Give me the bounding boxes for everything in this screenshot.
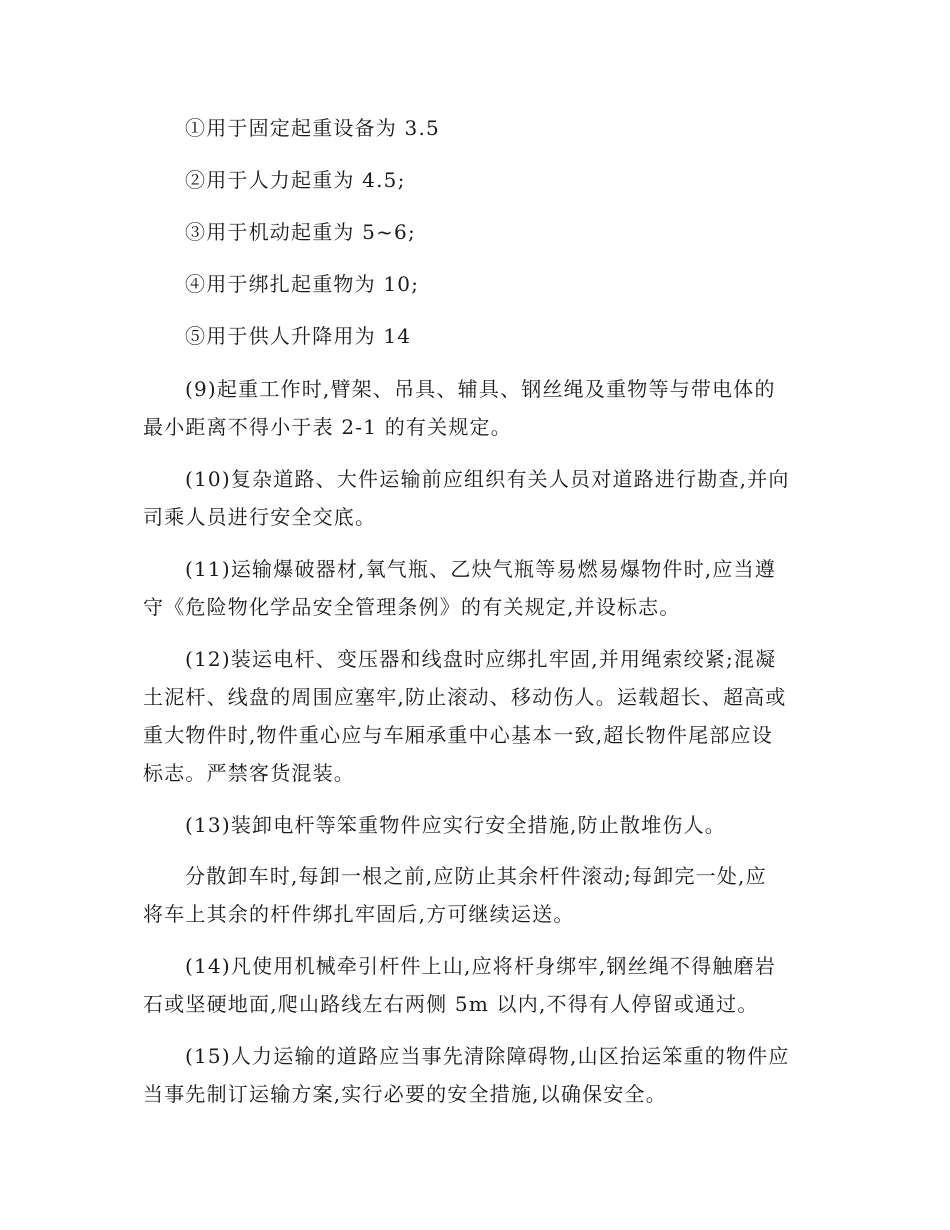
- list-item-5: ⑤用于供人升降用为 14: [185, 324, 412, 348]
- paragraph-line: (10)复杂道路、大件运输前应组织有关人员对道路进行勘查,并向: [185, 467, 790, 491]
- paragraph-line: 重大物件时,物件重心应与车厢承重中心基本一致,超长物件尾部应设: [143, 723, 773, 747]
- paragraph-line: (14)凡使用机械牵引杆件上山,应将杆身绑牢,钢丝绳不得触磨岩: [185, 954, 776, 978]
- paragraph-line: (11)运输爆破器材,氧气瓶、乙炔气瓶等易燃易爆物件时,应当遵: [185, 557, 776, 581]
- list-item-4: ④用于绑扎起重物为 10;: [185, 272, 420, 296]
- list-item-2: ②用于人力起重为 4.5;: [185, 168, 406, 192]
- list-item-1: ①用于固定起重设备为 3.5: [185, 116, 440, 140]
- paragraph-line: 将车上其余的杆件绑扎牢固后,方可继续运送。: [143, 902, 575, 926]
- paragraph-line: (15)人力运输的道路应当事先清除障碍物,山区抬运笨重的物件应: [185, 1044, 790, 1068]
- paragraph-line: 当事先制订运输方案,实行必要的安全措施,以确保安全。: [143, 1082, 667, 1106]
- paragraph-line: (12)装运电杆、变压器和线盘时应绑扎牢固,并用绳索绞紧;混凝: [185, 647, 777, 671]
- paragraph-line: 土泥杆、线盘的周围应塞牢,防止滚动、移动伤人。运载超长、超高或: [143, 685, 787, 709]
- paragraph-line: 最小距离不得小于表 2-1 的有关规定。: [143, 415, 512, 439]
- paragraph-line: 守《危险物化学品安全管理条例》的有关规定,并设标志。: [143, 595, 681, 619]
- paragraph-line: 石或坚硬地面,爬山路线左右两侧 5m 以内,不得有人停留或通过。: [143, 992, 759, 1016]
- paragraph-line: 司乘人员进行安全交底。: [143, 505, 377, 529]
- paragraph-line: (9)起重工作时,臂架、吊具、辅具、钢丝绳及重物等与带电体的: [185, 377, 776, 401]
- list-item-3: ③用于机动起重为 5~6;: [185, 220, 416, 244]
- paragraph-line: (13)装卸电杆等笨重物件应实行安全措施,防止散堆伤人。: [185, 813, 727, 837]
- paragraph-line: 标志。严禁客货混装。: [143, 761, 355, 785]
- paragraph-line: 分散卸车时,每卸一根之前,应防止其余杆件滚动;每卸完一处,应: [185, 864, 767, 888]
